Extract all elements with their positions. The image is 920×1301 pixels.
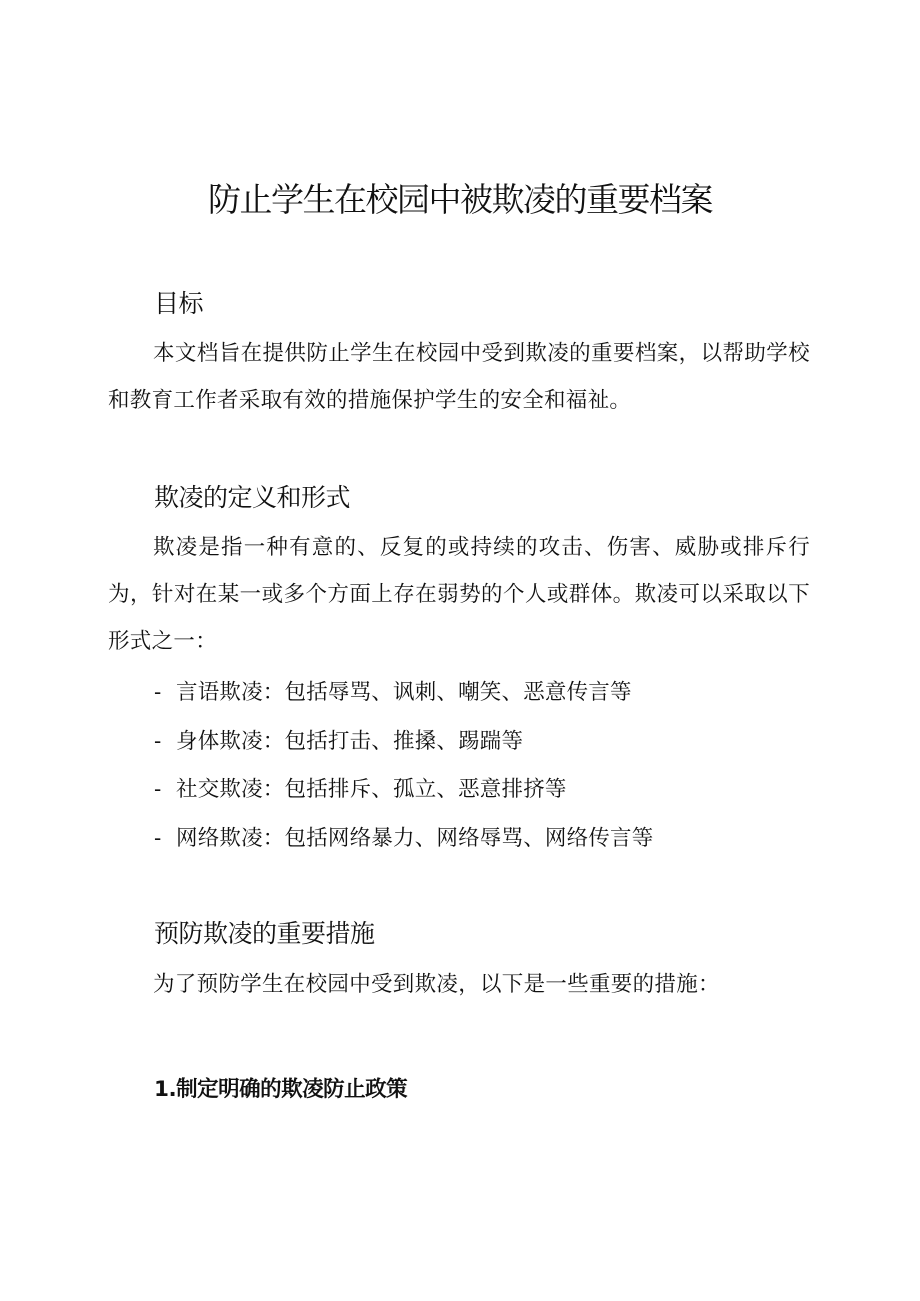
goal-heading: 目标 xyxy=(154,289,204,318)
list-item-text: 言语欺凌：包括辱骂、讽刺、嘲笑、恶意传言等 xyxy=(176,680,632,705)
dash-marker: - xyxy=(154,728,162,754)
bullying-forms-list xyxy=(154,669,653,863)
list-item xyxy=(154,815,653,864)
list-item xyxy=(154,718,653,767)
definition-heading: 欺凌的定义和形式 xyxy=(154,483,351,512)
list-item-text: 网络欺凌：包括网络暴力、网络辱骂、网络传言等 xyxy=(176,825,654,851)
goal-paragraph: 本文档旨在提供防止学生在校园中受到欺凌的重要档案，以帮助学校和教育工作者采取有效的措施保护学生的安全和福祉。 xyxy=(108,341,810,413)
measures-heading: 预防欺凌的重要措施 xyxy=(154,919,375,948)
measures-paragraph: 为了预防学生在校园中受到欺凌，以下是一些重要的措施： xyxy=(153,972,720,997)
definition-paragraph: 欺凌是指一种有意的、反复的或持续的攻击、伤害、威胁或排斥行为，针对在某一或多个方面上存在弱势的个人或群体。欺凌可以采取以下形式之一： xyxy=(108,535,810,654)
list-item-text: 社交欺凌：包括排斥、孤立、恶意排挤等 xyxy=(176,777,567,802)
dash-marker: - xyxy=(154,777,162,802)
dash-marker: - xyxy=(154,680,162,705)
policy-subheading: 1.制定明确的欺凌防止政策 xyxy=(154,1077,408,1102)
document-title: 防止学生在校园中被欺凌的重要档案 xyxy=(208,180,712,219)
dash-marker: - xyxy=(154,825,162,851)
list-item xyxy=(154,766,653,815)
list-item xyxy=(154,669,653,718)
list-item-text: 身体欺凌：包括打击、推搡、踢踹等 xyxy=(176,728,524,754)
